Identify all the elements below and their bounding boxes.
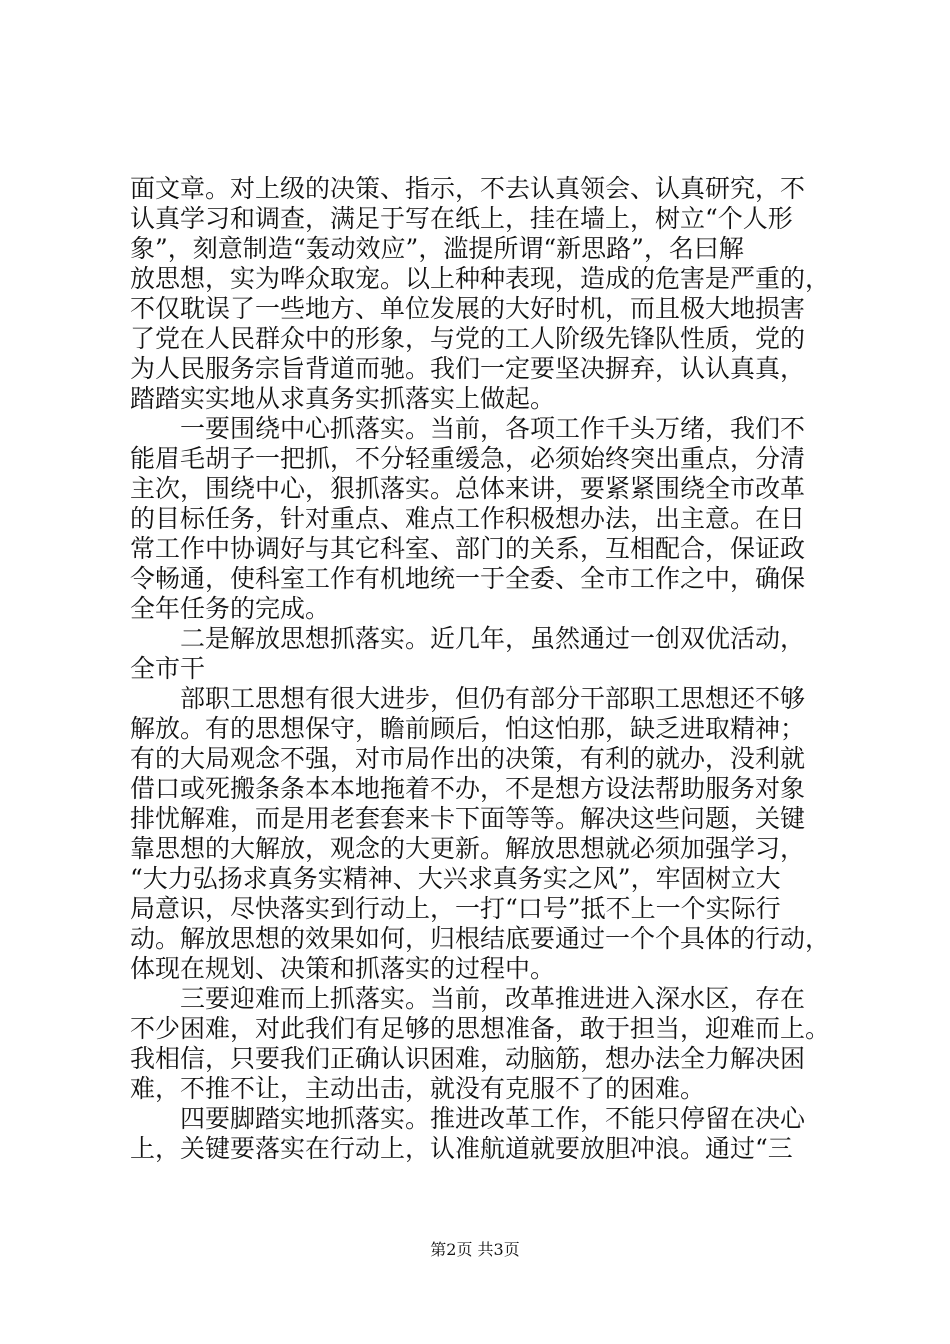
text-line: 上，关键要落实在行动上，认准航道就要放胆冲浪。通过“三	[130, 1134, 793, 1163]
text-line: 全市干	[130, 654, 206, 683]
text-line: 不仅耽误了一些地方、单位发展的大好时机，而且极大地损害	[130, 294, 806, 323]
text-line: 常工作中协调好与其它科室、部门的关系，互相配合，保证政	[130, 534, 806, 563]
text-line: 靠思想的大解放，观念的大更新。解放思想就必须加强学习，	[130, 834, 806, 863]
text-line: 解放。有的思想保守，瞻前顾后，怕这怕那，缺乏进取精神；	[130, 714, 806, 743]
text-line: 放思想，实为哗众取宠。以上种种表现，造成的危害是严重的，	[130, 264, 831, 293]
text-line: 了党在人民群众中的形象，与党的工人阶级先锋队性质，党的	[130, 324, 806, 353]
page-footer: 第2页 共3页	[430, 1240, 520, 1259]
text-line: 体现在规划、决策和抓落实的过程中。	[130, 954, 556, 983]
text-line: 动。解放思想的效果如何，归根结底要通过一个个具体的行动，	[130, 924, 831, 953]
text-line: 局意识，尽快落实到行动上，一打“口号”抵不上一个实际行	[130, 894, 781, 923]
text-line: 我相信，只要我们正确认识困难，动脑筋，想办法全力解决困	[130, 1044, 806, 1073]
text-line: 象”，刻意制造“轰动效应”，滥提所谓“新思路”，名曰解	[130, 234, 744, 263]
text-line: 部职工思想有很大进步，但仍有部分干部职工思想还不够	[180, 684, 806, 713]
text-line: 三要迎难而上抓落实。当前，改革推进进入深水区，存在	[180, 984, 806, 1013]
text-line: 排忧解难，而是用老套套来卡下面等等。解决这些问题，关键	[130, 804, 806, 833]
text-line: 主次，围绕中心，狠抓落实。总体来讲，要紧紧围绕全市改革	[130, 474, 806, 503]
text-line: 难，不推不让，主动出击，就没有克服不了的困难。	[130, 1074, 706, 1103]
text-line: 为人民服务宗旨背道而驰。我们一定要坚决摒弃，认认真真，	[130, 354, 806, 383]
text-line: 不少困难，对此我们有足够的思想准备，敢于担当，迎难而上。	[130, 1014, 831, 1043]
text-line: “大力弘扬求真务实精神、大兴求真务实之风”，牢固树立大	[130, 864, 781, 893]
text-line: 二是解放思想抓落实。近几年，虽然通过一创双优活动，	[180, 624, 806, 653]
text-line: 四要脚踏实地抓落实。推进改革工作，不能只停留在决心	[180, 1104, 806, 1133]
text-line: 令畅通，使科室工作有机地统一于全委、全市工作之中，确保	[130, 564, 806, 593]
text-line: 能眉毛胡子一把抓，不分轻重缓急，必须始终突出重点，分清	[130, 444, 806, 473]
document-body	[130, 174, 835, 1164]
text-line: 一要围绕中心抓落实。当前，各项工作千头万绪，我们不	[180, 414, 806, 443]
text-line: 认真学习和调查，满足于写在纸上，挂在墙上，树立“个人形	[130, 204, 793, 233]
text-line: 有的大局观念不强，对市局作出的决策，有利的就办，没利就	[130, 744, 806, 773]
text-line: 全年任务的完成。	[130, 594, 331, 623]
text-line: 踏踏实实地从求真务实抓落实上做起。	[130, 384, 556, 413]
text-line: 借口或死搬条条本本地拖着不办，不是想方设法帮助服务对象	[130, 774, 806, 803]
text-line: 面文章。对上级的决策、指示，不去认真领会、认真研究，不	[130, 174, 806, 203]
text-line: 的目标任务，针对重点、难点工作积极想办法，出主意。在日	[130, 504, 806, 533]
